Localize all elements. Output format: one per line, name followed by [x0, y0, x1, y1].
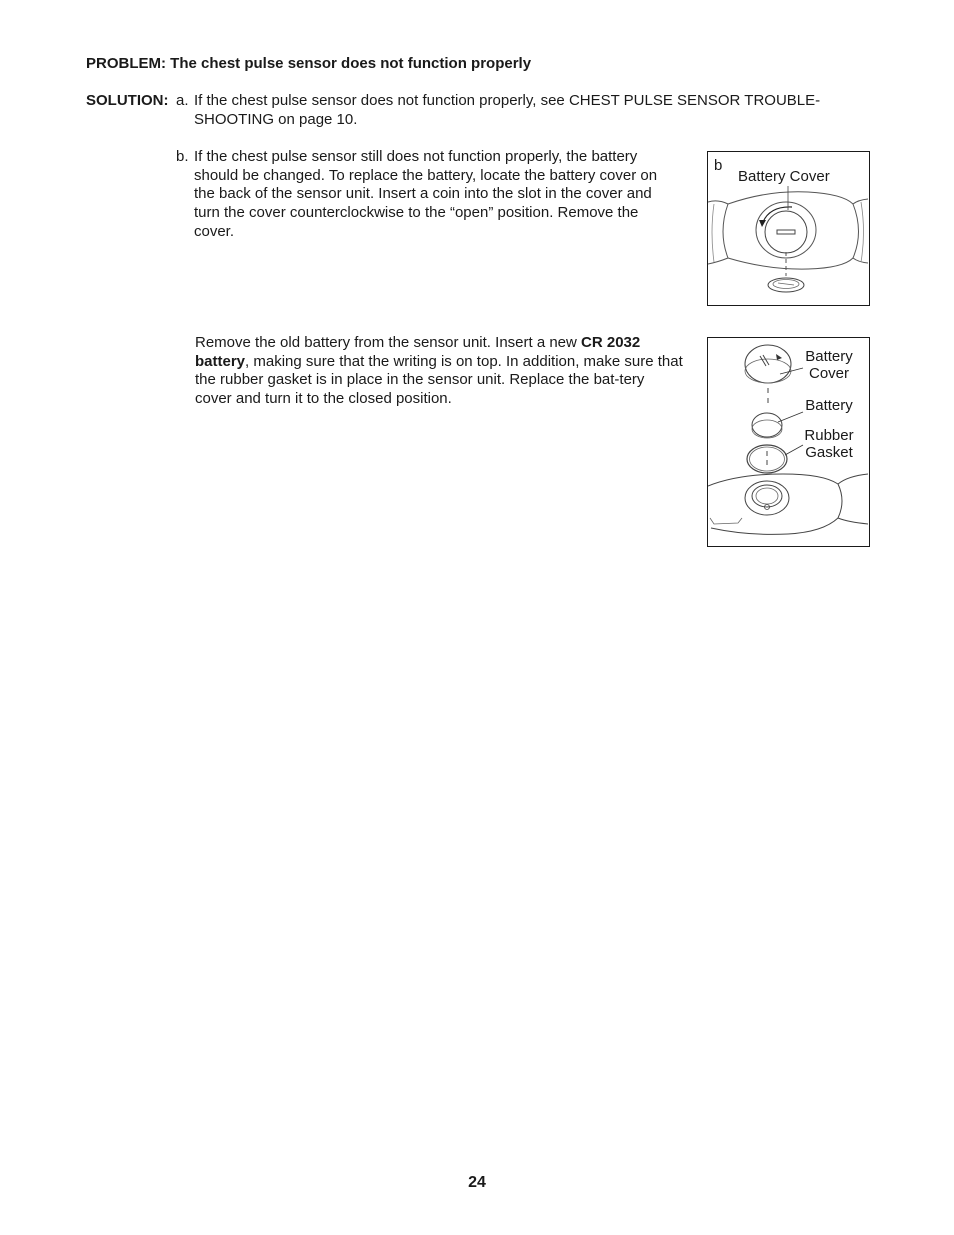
page-number: 24 — [468, 1174, 486, 1191]
figure-battery-cover — [707, 151, 870, 306]
step-c-text-bold: CR 2032 battery — [195, 334, 641, 370]
step-c-text-before: Remove the old battery from the sensor unit. Insert a new — [195, 334, 582, 351]
label-battery-cover-line2: Cover — [808, 365, 849, 382]
step-b-marker: b. — [176, 148, 189, 165]
solution-step-c — [195, 334, 685, 409]
label-battery-cover-line1: Battery — [805, 348, 853, 365]
solution-step-b — [176, 148, 676, 242]
step-b-text: If the chest pulse sensor still does not function properly, the battery should be changed. To replace the battery, locate the battery cover on the back of the sensor unit. Insert a coin into the slot in the cover and turn the cover counterclockwise to the “open” position. Remove the cover. — [194, 148, 658, 240]
label-battery-cover: Battery Cover — [738, 168, 830, 185]
figure-battery-assembly — [707, 337, 870, 547]
solution-label: SOLUTION: — [86, 92, 169, 109]
label-battery: Battery — [805, 397, 853, 414]
label-rubber-gasket-line1: Rubber — [804, 427, 854, 444]
step-c-text-after: , making sure that the writing is on top. In addition, make sure that the rubber gasket is in place in the sensor unit. Replace the bat-tery cover and turn it to the closed position. — [195, 352, 683, 408]
solution-step-a — [176, 92, 866, 129]
step-a-text: If the chest pulse sensor does not function properly, see CHEST PULSE SENSOR TROUBLE-SHOOTING on page 10. — [194, 92, 821, 128]
step-a-marker: a. — [176, 92, 189, 109]
problem-heading: PROBLEM: The chest pulse sensor does not function properly — [86, 55, 532, 72]
label-rubber-gasket-line2: Gasket — [805, 444, 853, 461]
figure-letter-b: b — [714, 157, 723, 174]
